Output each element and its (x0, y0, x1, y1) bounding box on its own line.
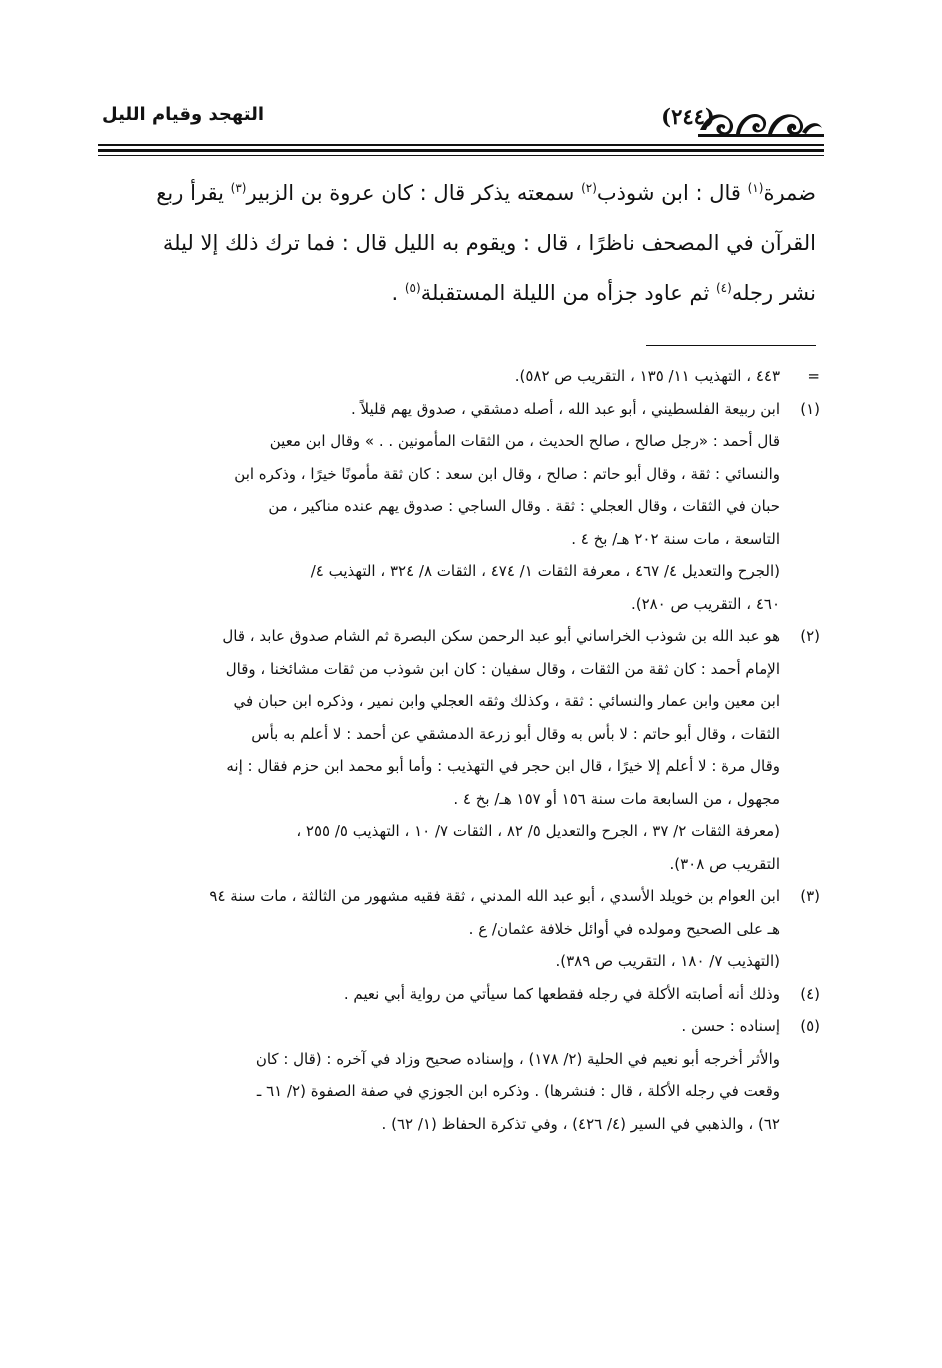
footnote-text: هو عبد الله بن شوذب الخراساني أبو عبد الرحمن سكن البصرة ثم الشام صدوق عابد ، قال (222, 627, 780, 645)
footnote-text: مجهول ، من السابعة مات سنة ١٥٦ أو ١٥٧ هـ/ بخ ٤ . (453, 789, 780, 808)
footnote-text: ٤٤٣ ، التهذيب ١١/ ١٣٥ ، التقريب ص ٥٨٢). (514, 367, 780, 385)
footnote-line (96, 490, 820, 523)
footnote-text: وذلك أنه أصابته الأكلة في رجله فقطعها كما سيأتي من رواية أبي نعيم . (343, 984, 780, 1003)
footnote-text: قال أحمد : «رجل صالح ، صالح الحديث ، من الثقات المأمونين . . » وقال ابن معين (269, 432, 780, 450)
main-text (100, 168, 816, 318)
main-text-segment: ضمرة (763, 181, 816, 205)
main-text-segment: نشر رجله (731, 281, 816, 305)
footnote-text: هـ على الصحيح ومولده في أوائل خلافة عثمان/ ع . (468, 919, 780, 938)
footnote-text: (معرفة الثقات ٢/ ٣٧ ، الجرح والتعديل ٥/ ٨٢ ، الثقات ٧/ ١٠ ، التهذيب ٥/ ٢٥٥ ، (296, 822, 780, 840)
main-text-segment: يقرأ ربع (156, 181, 231, 205)
running-title: التهجد وقيام الليل (102, 104, 265, 125)
footnote-text: (الجرح والتعديل ٤/ ٤٦٧ ، معرفة الثقات ١/ ٤٧٤ ، الثقات ٨/ ٣٢٤ ، التهذيب ٤/ (310, 562, 780, 580)
footnote-number: (٥) (800, 1017, 820, 1035)
main-line (100, 268, 816, 318)
main-line (100, 218, 816, 268)
footnote-text: الثقات ، وقال أبو حاتم : لا بأس به وقال أبو زرعة الدمشقي عن أحمد : لا أعلم به بأس (251, 724, 780, 743)
footnote-line (96, 945, 820, 978)
footnote-line (96, 718, 820, 751)
footnote-line (96, 458, 820, 491)
main-text-segment: سمعته يذكر قال : كان عروة بن الزبير (246, 181, 582, 205)
footnote-text: (التهذيب ٧/ ١٨٠ ، التقريب ص ٣٨٩). (555, 952, 780, 970)
header-rule-middle (98, 149, 824, 152)
main-text-segment: . (391, 281, 405, 305)
footnote-text: إسناده : حسن . (681, 1017, 780, 1035)
footnote-ref[interactable]: (٥) (404, 281, 421, 295)
footnote-line (96, 1108, 820, 1141)
footnote-ref[interactable]: (١) (747, 181, 764, 195)
footnote-line (96, 653, 820, 686)
footnote-line (96, 1075, 820, 1108)
footnote-number: (٢) (800, 627, 820, 645)
footnote-text: ابن ربيعة الفلسطيني ، أبو عبد الله ، أصله دمشقي ، صدوق يهم قليلاً . (350, 399, 780, 418)
footnote-line (96, 588, 820, 621)
header-rule-top (98, 144, 824, 146)
header-rule-bottom (98, 155, 824, 156)
main-text-segment: قال : ابن شوذب (596, 181, 748, 205)
footnote-line (96, 913, 820, 946)
footnote-text: وقال مرة : لا أعلم إلا خيرًا ، قال ابن حجر في التهذيب : وأما أبو محمد ابن حزم فقال : إنه (226, 757, 780, 775)
footnote-line (96, 620, 820, 653)
footnote-ref[interactable]: (٣) (230, 181, 247, 195)
footnote-text: التاسعة ، مات سنة ٢٠٢ هـ/ بخ ٤ . (571, 529, 780, 548)
footnote-number: (٤) (800, 984, 820, 1003)
footnote-number: (١) (800, 399, 820, 418)
main-text-segment: القرآن في المصحف ناظرًا ، قال : ويقوم به الليل قال : فما ترك ذلك إلا ليلة (162, 231, 816, 255)
footnote-line (96, 523, 820, 556)
footnote-text: حبان في الثقات ، وقال العجلي : ثقة . وقال الساجي : صدوق يهم عنده مناكير ، من (268, 497, 780, 515)
footnote-number: (٣) (800, 887, 820, 905)
footnote-text: ٦٢) ، والذهبي في السير (٤/ ٤٢٦) ، وفي تذكرة الحفاظ (١/ ٦٢) . (381, 1114, 780, 1133)
footnote-line (96, 815, 820, 848)
footnote-line (96, 750, 820, 783)
footnote-text: ٤٦٠ ، التقريب ص ٢٨٠). (630, 594, 780, 613)
footnote-line (96, 360, 820, 393)
footnote-line (96, 425, 820, 458)
footnote-text: والأثر أخرجه أبو نعيم في الحلية (٢/ ١٧٨) ، وإسناده صحيح وزاد في آخره : (قال : كان (255, 1049, 780, 1068)
footnote-line (96, 555, 820, 588)
footnote-separator (646, 345, 816, 346)
footnote-number: = (807, 367, 820, 385)
main-line (100, 168, 816, 218)
footnote-line (96, 1010, 820, 1043)
footnote-line (96, 880, 820, 913)
footnote-text: ابن معين وابن عمار والنسائي : ثقة ، وكذلك وثقه العجلي وابن نمير ، وذكره ابن حبان في (233, 692, 780, 710)
footnote-text: والنسائي : ثقة ، وقال أبو حاتم : صالح ، وقال ابن سعد : كان ثقة مأمونًا خيرًا ، وذكره ابن (234, 464, 780, 483)
footnote-text: وقعت في رجله الأكلة ، قال : فنشرها) . وذكره ابن الجوزي في صفة الصفوة (٢/ ٦١ ـ (256, 1082, 780, 1100)
footnote-line (96, 848, 820, 881)
main-text-segment: ثم عاود جزأه من الليلة المستقبلة (420, 281, 716, 305)
footnote-ref[interactable]: (٤) (715, 281, 732, 295)
footnote-line (96, 685, 820, 718)
footnote-line (96, 978, 820, 1011)
footnote-line (96, 783, 820, 816)
page-number: (٢٤٤) (661, 104, 715, 129)
footnote-line (96, 393, 820, 426)
footnote-ref[interactable]: (٢) (581, 181, 597, 195)
footnote-text: التقريب ص ٣٠٨). (669, 854, 780, 873)
footnotes (96, 360, 820, 1140)
footnote-text: ابن العوام بن خويلد الأسدي ، أبو عبد الله المدني ، ثقة فقيه مشهور من الثالثة ، مات سنة ٩٤ (209, 887, 780, 905)
footnote-text: الإمام أحمد : كان ثقة من الثقات ، وقال سفيان : كان ابن شوذب من ثقات مشائخنا ، وقال (225, 659, 780, 678)
footnote-line (96, 1043, 820, 1076)
